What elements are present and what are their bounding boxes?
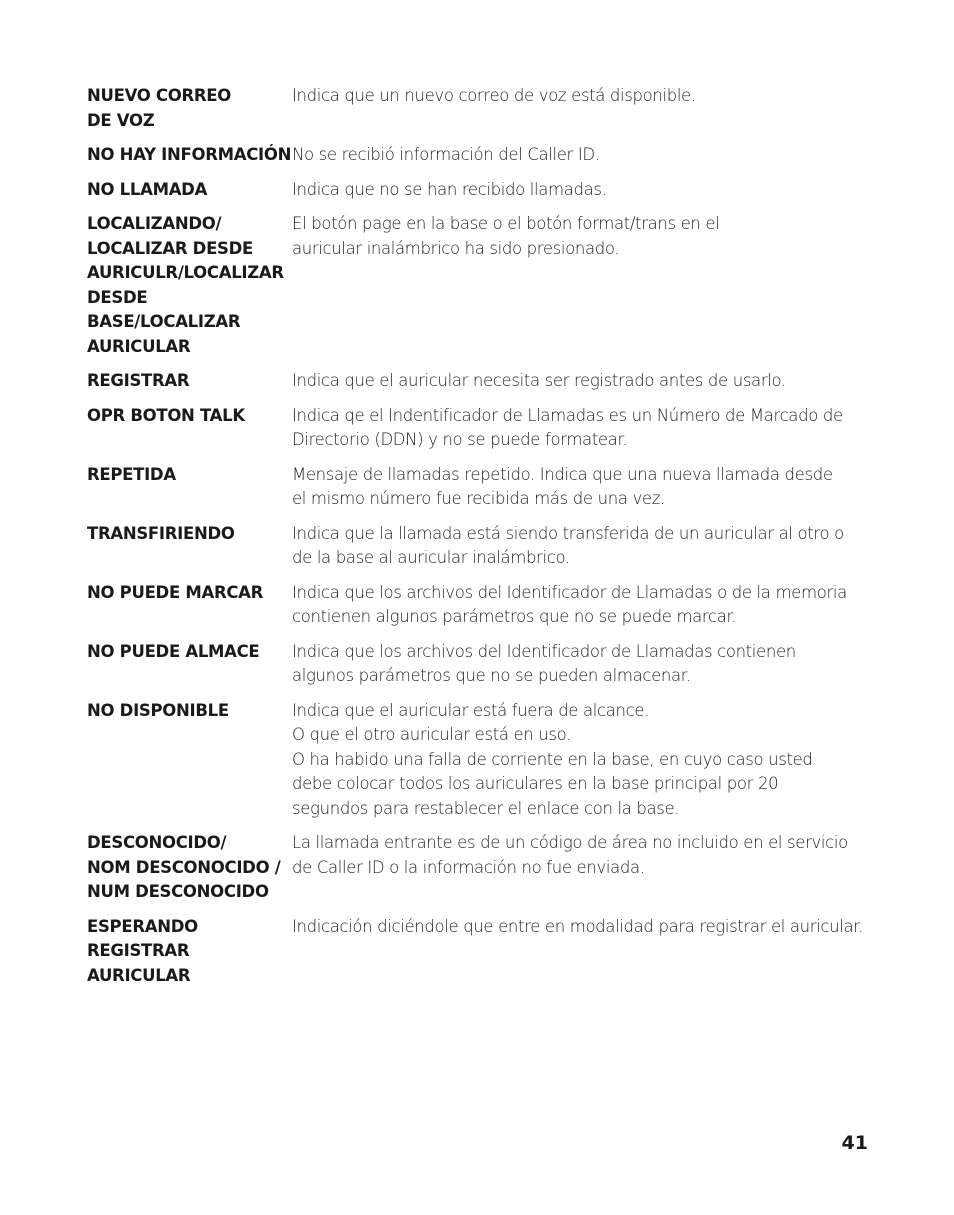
entry-term: NO HAY INFORMACIÓN — [87, 145, 292, 164]
entry-no-puede-marcar — [87, 581, 872, 630]
entry-no-llamada — [87, 178, 872, 203]
entry-description: Indica que los archivos del Identificador de Llamadas contienen algunos parámetros que no se pueden almacenar. — [292, 641, 796, 685]
entry-description: Mensaje de llamadas repetido. Indica que una nueva llamada desde el mismo número fue recibida más de una vez. — [292, 464, 833, 508]
entry-no-disponible — [87, 699, 872, 822]
entry-description: El botón page en la base o el botón format/trans en el auricular inalámbrico ha sido presionado. — [292, 214, 720, 258]
entry-description: Indica qe el Indentificador de Llamadas es un Número de Marcado de Directorio (DDN) y no se puede formatear. — [292, 405, 843, 449]
entry-description: Indica que los archivos del Identificador de Llamadas o de la memoria contienen algunos parámetros que no se puede marcar. — [292, 582, 847, 626]
entry-term: NO DISPONIBLE — [87, 700, 229, 720]
entry-esperando-registrar — [87, 915, 872, 989]
entry-description: Indica que el auricular necesita ser registrado antes de usarlo. — [292, 371, 786, 390]
entry-description: Indicación diciéndole que entre en modalidad para registrar el auricular. — [292, 916, 864, 936]
entry-repetida — [87, 463, 872, 512]
entry-description: La llamada entrante es de un código de área no incluido en el servicio de Caller ID o la información no fue enviada. — [292, 833, 848, 877]
entry-desconocido — [87, 831, 872, 905]
entry-term: TRANSFIRIENDO — [87, 523, 235, 543]
entry-localizando — [87, 212, 872, 359]
entry-term: ESPERANDO REGISTRAR AURICULAR — [87, 916, 198, 985]
page-number: 41 — [841, 1132, 868, 1154]
entry-transfiriendo — [87, 522, 872, 571]
entry-opr-boton-talk — [87, 404, 872, 453]
entry-no-hay-informacion — [87, 143, 872, 168]
entry-registrar — [87, 369, 872, 394]
entry-no-puede-almace — [87, 640, 872, 689]
entry-term: OPR BOTON TALK — [87, 405, 245, 425]
entry-term: NO PUEDE ALMACE — [87, 641, 260, 661]
entry-term: REPETIDA — [87, 464, 176, 484]
entry-description: Indica que un nuevo correo de voz está disponible. — [292, 86, 696, 105]
entry-nuevo-correo — [87, 84, 872, 133]
entry-description: Indica que no se han recibido llamadas. — [292, 179, 607, 199]
entry-description: Indica que el auricular está fuera de alcance. O que el otro auricular está en uso. O ha habido una falla de corriente en la base, en cuyo caso usted debe colocar todos los auriculares en la base principal por 20 segundos para restablecer el enlace con la base. — [292, 700, 813, 818]
entry-description: No se recibió información del Caller ID. — [292, 145, 600, 164]
display-messages-table — [87, 84, 872, 998]
entry-term: NO PUEDE MARCAR — [87, 582, 264, 602]
entry-term: LOCALIZANDO/ LOCALIZAR DESDE AURICULR/LOCALIZAR DESDE BASE/LOCALIZAR AURICULAR — [87, 214, 284, 356]
entry-term: NUEVO CORREO DE VOZ — [87, 86, 231, 130]
entry-description: Indica que la llamada está siendo transferida de un auricular al otro o de la base al auricular inalámbrico. — [292, 523, 844, 567]
entry-term: DESCONOCIDO/ NOM DESCONOCIDO / NUM DESCONOCIDO — [87, 833, 281, 901]
entry-term: REGISTRAR — [87, 371, 190, 390]
entry-term: NO LLAMADA — [87, 179, 208, 199]
